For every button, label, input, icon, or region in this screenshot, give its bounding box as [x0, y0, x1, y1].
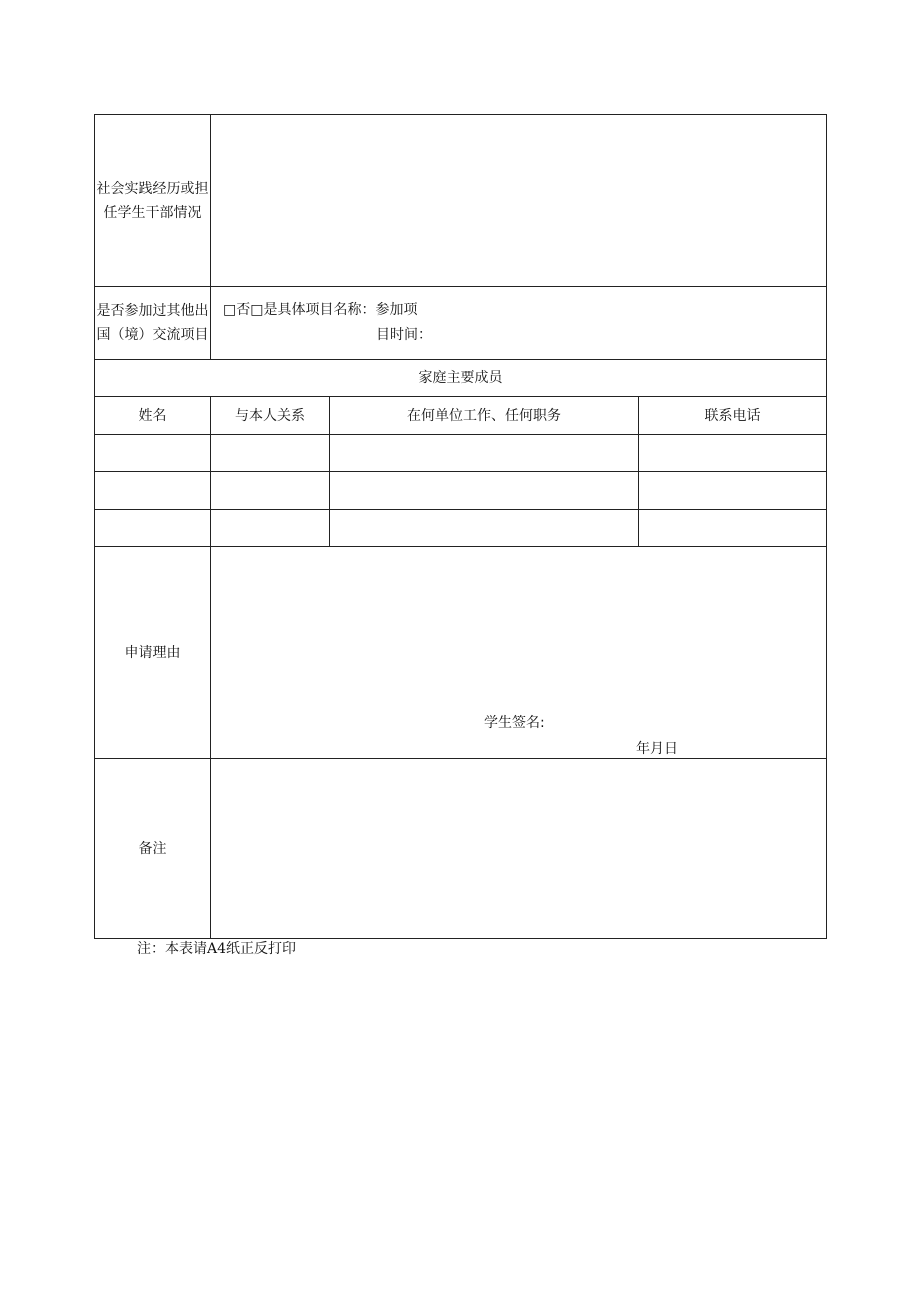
exchange-field[interactable]	[211, 287, 827, 360]
exchange-options-text: □否□是具体项目名称：参加项	[223, 302, 418, 318]
member-name-cell[interactable]	[95, 510, 211, 547]
family-title-row	[95, 360, 827, 397]
member-relation-cell[interactable]	[211, 435, 330, 472]
member-work-cell[interactable]	[330, 435, 639, 472]
reason-row	[95, 547, 827, 759]
exchange-time-text: 目时间：	[376, 327, 432, 343]
member-work-cell[interactable]	[330, 472, 639, 510]
family-member-row	[95, 472, 827, 510]
member-phone-cell[interactable]	[639, 435, 827, 472]
header-relation: 与本人关系	[211, 397, 330, 435]
application-form-table	[94, 114, 827, 939]
reason-field[interactable]	[211, 547, 827, 759]
header-phone: 联系电话	[639, 397, 827, 435]
member-name-cell[interactable]	[95, 435, 211, 472]
student-signature-label: 学生签名:	[484, 715, 545, 731]
member-phone-cell[interactable]	[639, 510, 827, 547]
social-practice-label: 社会实践经历或担任学生干部情况	[95, 115, 211, 287]
family-member-row	[95, 435, 827, 472]
member-work-cell[interactable]	[330, 510, 639, 547]
remarks-row	[95, 759, 827, 939]
member-phone-cell[interactable]	[639, 472, 827, 510]
print-footnote: 注：本表请A4纸正反打印	[137, 941, 297, 957]
header-name: 姓名	[95, 397, 211, 435]
remarks-label: 备注	[95, 759, 211, 939]
remarks-field[interactable]	[211, 759, 827, 939]
social-practice-field[interactable]	[211, 115, 827, 287]
signature-date-label: 年月日	[636, 741, 678, 757]
family-header-row	[95, 397, 827, 435]
exchange-row	[95, 287, 827, 360]
family-member-row	[95, 510, 827, 547]
social-practice-row	[95, 115, 827, 287]
family-section-title: 家庭主要成员	[95, 360, 827, 397]
member-relation-cell[interactable]	[211, 472, 330, 510]
header-work: 在何单位工作、任何职务	[330, 397, 639, 435]
member-name-cell[interactable]	[95, 472, 211, 510]
member-relation-cell[interactable]	[211, 510, 330, 547]
exchange-label: 是否参加过其他出国（境）交流项目	[95, 287, 211, 360]
reason-label: 申请理由	[95, 547, 211, 759]
